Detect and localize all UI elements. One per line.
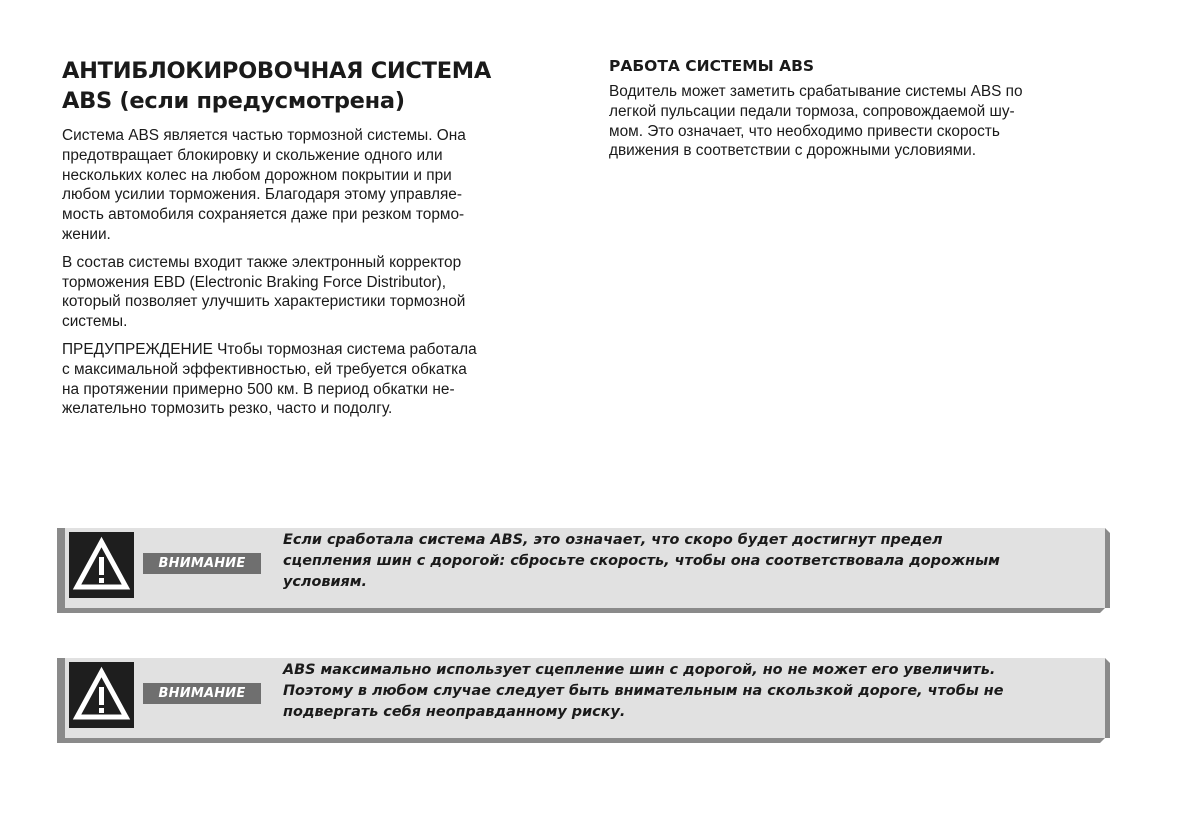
section-title <box>62 56 562 116</box>
warning-box <box>57 528 1105 608</box>
text-line: Система ABS является частью тормозной системы. Она <box>62 127 466 144</box>
right-column <box>609 56 1109 169</box>
text-line: который позволяет улучшить характеристики тормозной <box>62 293 466 311</box>
text-line: легкой пульсации педали тормоза, сопровождаемой шу- <box>609 102 1015 120</box>
title-line: АНТИБЛОКИРОВОЧНАЯ СИСТЕМА <box>62 58 491 84</box>
text-line: с максимальной эффективностью, ей требуется обкатка <box>62 360 467 378</box>
paragraph-warning-break-in <box>62 340 562 419</box>
text-line: желательно тормозить резко, часто и подолгу. <box>62 400 393 418</box>
text-line: сцепления шин с дорогой: сбросьте скорость, чтобы она соответствовала дорожным <box>283 553 1000 569</box>
paragraph-abs-description <box>62 126 562 245</box>
text-line: Водитель может заметить срабатывание системы ABS по <box>609 83 1023 100</box>
text-line: любом усилии торможения. Благодаря этому управляе- <box>62 186 462 204</box>
subsection-title: РАБОТА СИСТЕМЫ ABS <box>609 57 815 75</box>
text-line: подвергать себя неоправданному риску. <box>283 704 626 720</box>
text-line: на протяжении примерно 500 км. В период обкатки не- <box>62 380 455 398</box>
left-column <box>62 56 562 427</box>
text-line: Если сработала система ABS, это означает, что скоро будет достигнут предел <box>283 532 943 548</box>
warning-triangle-icon <box>69 532 134 598</box>
paragraph-ebd <box>62 253 562 332</box>
text-line: условиям. <box>283 574 367 590</box>
text-line: нескольких колес на любом дорожном покрытии и при <box>62 166 452 184</box>
paragraph-abs-operation <box>609 82 1109 161</box>
warning-label: ВНИМАНИЕ <box>143 553 261 574</box>
warning-label: ВНИМАНИЕ <box>143 683 261 704</box>
text-line: торможения EBD (Electronic Braking Force Distributor), <box>62 273 447 291</box>
warning-box <box>57 658 1105 738</box>
warning-triangle-icon <box>69 662 134 728</box>
text-line: предотвращает блокировку и скольжение одного или <box>62 146 443 164</box>
title-line: ABS (если предусмотрена) <box>62 88 405 114</box>
text-line: ПРЕДУПРЕЖДЕНИЕ Чтобы тормозная система работала <box>62 340 477 358</box>
text-line: движения в соответствии с дорожными условиями. <box>609 142 977 160</box>
warning-text <box>283 530 1103 593</box>
text-line: Поэтому в любом случае следует быть внимательным на скользкой дороге, чтобы не <box>283 683 1004 699</box>
text-line: В состав системы входит также электронный корректор <box>62 253 462 271</box>
text-line: мость автомобиля сохраняется даже при резком тормо- <box>62 206 465 224</box>
warning-text <box>283 660 1103 723</box>
text-line: ABS максимально использует сцепление шин с дорогой, но не может его увеличить. <box>283 662 996 678</box>
text-line: системы. <box>62 313 128 331</box>
text-line: мом. Это означает, что необходимо привести скорость <box>609 122 1000 140</box>
text-line: жении. <box>62 225 111 243</box>
